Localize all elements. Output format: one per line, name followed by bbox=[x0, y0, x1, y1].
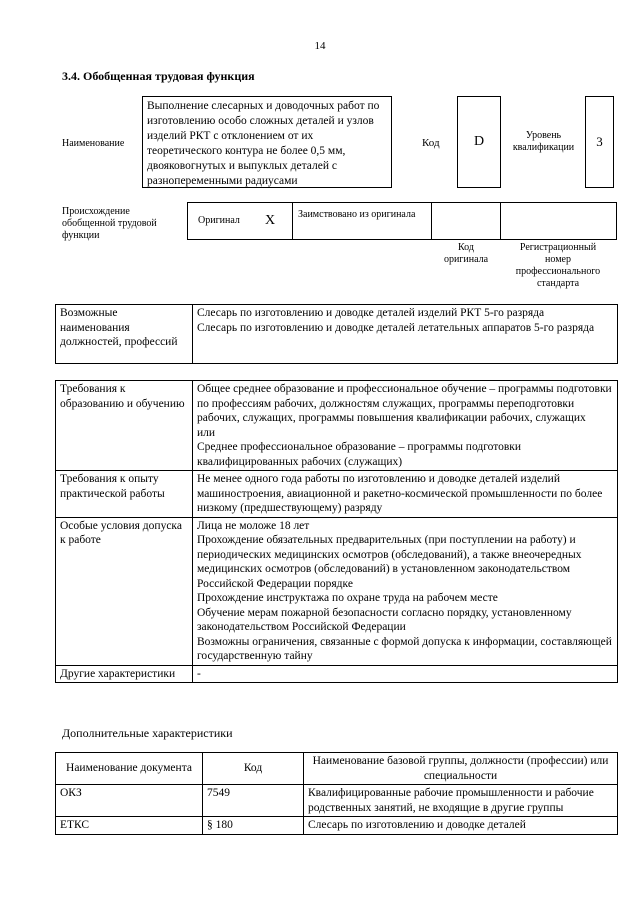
requirement-label: Особые условия допуска к работе bbox=[56, 517, 193, 665]
function-name-box bbox=[142, 96, 392, 188]
requirement-line: Прохождение обязательных предварительных (при поступлении на работу) и периодических медицинских осмотров (обследований), а также внеочередных медицинских осмотров (обследований) в установленном законодательством Российской Федерации порядке bbox=[197, 534, 582, 590]
level-label: Уровень квалификации bbox=[512, 130, 575, 153]
position-line: Слесарь по изготовлению и доводке деталей летательных аппаратов 5-го разряда bbox=[197, 321, 595, 334]
additional-header-row bbox=[56, 753, 618, 785]
level-value: 3 bbox=[596, 134, 603, 149]
requirement-line: Общее среднее образование и профессиональное обучение – программы подготовки по профессиям рабочих, должностям служащих, программы переподготовки рабочих, служащих, программы повышения квалификации рабочих, служащих bbox=[197, 383, 612, 424]
positions-table bbox=[55, 304, 618, 364]
requirement-label: Требования к образованию и обучению bbox=[56, 381, 193, 471]
requirement-values bbox=[193, 471, 618, 518]
group-cell: Слесарь по изготовлению и доводке деталей bbox=[304, 817, 618, 835]
requirement-label: Другие характеристики bbox=[56, 665, 193, 683]
requirement-values bbox=[193, 665, 618, 683]
requirement-line: Возможны ограничения, связанные с формой допуска к информации, составляющей государственную тайну bbox=[197, 635, 612, 662]
page-number: 14 bbox=[314, 40, 326, 52]
positions-row bbox=[56, 305, 618, 364]
requirement-line: Среднее профессиональное образование – программы подготовки квалифицированных рабочих (служащих) bbox=[197, 441, 522, 468]
requirement-label: Требования к опыту практической работы bbox=[56, 471, 193, 518]
requirement-line: или bbox=[197, 426, 216, 439]
additional-table bbox=[55, 752, 618, 835]
group-cell: Квалифицированные рабочие промышленности и рабочие родственных занятий, не входящие в другие группы bbox=[304, 785, 618, 817]
requirement-line: Не менее одного года работы по изготовлению и доводке деталей изделий машиностроения, авиационной и ракетно-космической промышленности по более низкому (предшествующему) разряду bbox=[197, 473, 603, 514]
origin-table bbox=[187, 202, 617, 240]
requirement-values bbox=[193, 517, 618, 665]
doc-cell: ОКЗ bbox=[56, 785, 203, 817]
requirement-row-education bbox=[56, 381, 618, 471]
table-row bbox=[56, 817, 618, 835]
requirement-line: Прохождение инструктажа по охране труда на рабочем месте bbox=[197, 592, 498, 604]
requirement-row-experience bbox=[56, 471, 618, 518]
reg-number-caption: Регистрационный номер профессионального стандарта bbox=[515, 242, 601, 289]
section-title: 3.4. Обобщенная трудовая функция bbox=[62, 69, 255, 83]
doc-cell: ЕТКС bbox=[56, 817, 203, 835]
code-value-box bbox=[457, 96, 501, 188]
header-code: Код bbox=[203, 753, 304, 785]
origin-label: Происхождение обобщенной трудовой функции bbox=[62, 206, 157, 241]
table-row bbox=[56, 785, 618, 817]
borrowed-label: Заимствовано из оригинала bbox=[298, 209, 416, 220]
original-mark: X bbox=[265, 213, 276, 228]
requirement-line: Обучение мерам пожарной безопасности согласно порядку, установленному законодательством Российской Федерации bbox=[197, 606, 572, 633]
requirements-table bbox=[55, 380, 618, 683]
original-label: Оригинал bbox=[198, 215, 240, 226]
code-cell: 7549 bbox=[203, 785, 304, 817]
positions-values bbox=[193, 305, 618, 364]
additional-title: Дополнительные характеристики bbox=[62, 726, 233, 740]
requirement-row-other bbox=[56, 665, 618, 683]
function-name-text: Выполнение слесарных и доводочных работ по изготовлению особо сложных деталей и узлов изделий РКТ с отклонением от их теоретического контура не более 0,5 мм, двояковогнутых и выпуклых деталей с разнопеременными радиусами bbox=[147, 100, 380, 187]
position-line: Слесарь по изготовлению и доводке деталей изделий РКТ 5-го разряда bbox=[197, 307, 545, 319]
header-doc: Наименование документа bbox=[56, 753, 203, 785]
code-label: Код bbox=[422, 137, 440, 149]
origin-divider-1 bbox=[292, 202, 293, 240]
requirement-row-conditions bbox=[56, 517, 618, 665]
code-value: D bbox=[473, 134, 485, 149]
requirement-line: Лица не моложе 18 лет bbox=[197, 519, 310, 532]
origin-divider-2 bbox=[431, 202, 432, 240]
code-cell: § 180 bbox=[203, 817, 304, 835]
header-group: Наименование базовой группы, должности (профессии) или специальности bbox=[304, 753, 618, 785]
requirement-line: - bbox=[197, 667, 201, 680]
code-original-caption: Код оригинала bbox=[443, 242, 489, 265]
level-value-box bbox=[585, 96, 614, 188]
positions-label: Возможные наименования должностей, профессий bbox=[56, 305, 193, 364]
requirement-values bbox=[193, 381, 618, 471]
origin-divider-3 bbox=[500, 202, 501, 240]
name-label: Наименование bbox=[62, 138, 125, 149]
